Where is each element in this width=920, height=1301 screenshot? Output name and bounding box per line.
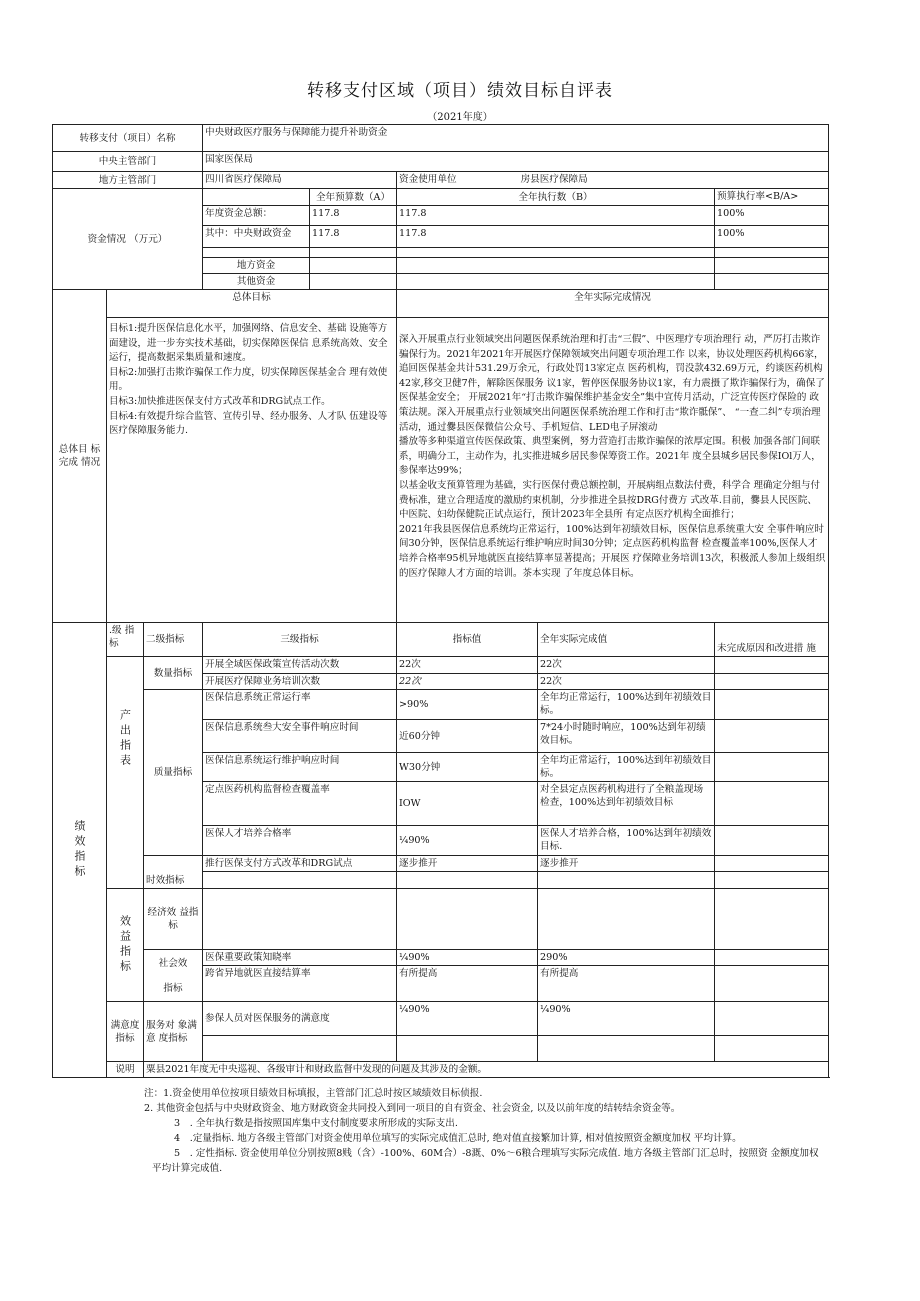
indicator-name: 医保信息系统运行维护响应时间 [203, 753, 397, 782]
footnotes [52, 1086, 828, 1176]
actual-paragraph: 播放等多种渠道宣传医保政策、典型案例，努力营造打击欺诈骗保的浓厚定围。积极 加强各部门间联系，明确分工，主动作为，扎实推进城乡居民参保筹资工作。2021年 度全县城乡居民参保IOl万人，参保率达99%； [399, 436, 821, 477]
indicator-target: ¼90% [397, 950, 538, 966]
indicator-actual: 医保人才培养合格，100%达到年初绩效目标. [538, 826, 715, 856]
local-dept-value: 四川省医疗保障局 [203, 172, 397, 189]
funds-central-rate: 100% [715, 226, 829, 248]
funds-central-executed: 117.8 [397, 226, 715, 248]
indicator-target: IOW [397, 782, 538, 826]
indicator-name: 定点医药机构监督检查覆盖率 [203, 782, 397, 826]
indicator-name: 参保人员对医保服务的满意度 [203, 1002, 397, 1036]
economic-label: 经济效 益指标 [144, 889, 203, 950]
indicator-name: 医保信息系统叁大安全事件响应时间 [203, 720, 397, 753]
overall-label: 总体目 标完成 情况 [53, 290, 107, 623]
funds-header-rate: 预算执行率<B/A> [715, 189, 829, 206]
indicator-name: 跨省异地就医直接结算率 [203, 966, 397, 1002]
central-dept-value: 国家医保局 [203, 152, 829, 172]
output-label: 产出指表 [118, 709, 132, 769]
social-label-cell [144, 950, 203, 1002]
local-dept-label: 地方主管部门 [53, 172, 203, 189]
indicator-actual: 全年均正常运行，100%达到年初绩效目标。 [538, 690, 715, 720]
service-label: 服务对 象满意 度指标 [144, 1002, 203, 1062]
funds-header-budget: 全年预算数（A） [310, 189, 397, 206]
timeliness-label: 时效指标 [144, 856, 203, 889]
indicator-actual: 22次 [538, 657, 715, 674]
perf-header-level1: .级 指标 [107, 623, 144, 657]
indicator-target: >90% [397, 690, 538, 720]
indicator-target: 22次 [397, 674, 538, 690]
benefit-label-cell [107, 889, 144, 1002]
indicator-actual: 7*24小时随时响应，100%达到年初绩效目标。 [538, 720, 715, 753]
goal-item: 目标3:加快推进医保支付方式改革和DRG试点工作。 [109, 395, 331, 407]
self-evaluation-table [52, 124, 829, 1078]
indicator-name: 推行医保支付方式改革和DRG试点 [203, 856, 397, 872]
indicator-target: 有所提高 [397, 966, 538, 1002]
indicator-actual: 逐步推开 [538, 856, 715, 872]
perf-header-level3: 三级指标 [203, 623, 397, 657]
indicator-target: 逐步推开 [397, 856, 538, 872]
indicator-target: 近60分钟 [397, 720, 538, 753]
funds-total-budget: 117.8 [310, 206, 397, 226]
fund-user-label: 资金使用单位 [399, 174, 457, 185]
project-name-value: 中央财政医疗服务与保障能力提升补助资金 [203, 125, 829, 152]
fund-user-cell [397, 172, 829, 189]
fund-user-value: 房县医疗保障局 [520, 174, 588, 185]
funds-other-label: 其他资金 [203, 274, 310, 290]
social-label-line2: 指标 [163, 982, 183, 994]
perf-header-reason: 未完成原因和改进措 施 [715, 623, 829, 657]
funds-total-executed: 117.8 [397, 206, 715, 226]
social-label-line1: 社会效 [158, 957, 188, 969]
page-title: 转移支付区域（项目）绩效目标自评表 [307, 81, 613, 101]
quality-label: 质量指标 [144, 690, 203, 856]
indicator-actual: 290% [538, 950, 715, 966]
overall-goals [107, 318, 397, 623]
goal-item: 目标1:提升医保信息化水平，加强网络、信息安全、基础 设施等方面建设，进一步夯实技术基础，切实保障医保信 息系统高效、安全运行，提高数据采集质量和速度。 [109, 323, 388, 364]
goal-item: 目标4:有效提升综合监管、宣传引导、经办服务、人才队 伍建设等医疗保障服务能力. [109, 410, 388, 437]
indicator-name: 医保信息系统正常运行率 [203, 690, 397, 720]
funds-header-executed: 全年执行数（B） [397, 189, 715, 206]
goal-item: 目标2:加强打击欺诈骗保工作力度，切实保障医保基金合 理有效使用。 [109, 366, 388, 393]
indicator-name: 医保重要政策知晓率 [203, 950, 397, 966]
project-name-label: 转移支付（项目）名称 [53, 125, 203, 152]
overall-goal-header: 总体目标 [107, 290, 397, 318]
indicator-name: 开展全域医保政策宣传活动次数 [203, 657, 397, 674]
note-3: 3 . 全年执行数是指按照国库集中支付制度要求所形成的实际支出. [174, 1118, 458, 1129]
indicator-actual: 22次 [538, 674, 715, 690]
note-5: 5 . 定性指标. 资金使用单位分别按照8贱（含）-100%、60M合）-8溉、0%～6粮合理填写实际完成值. 地方各级主管部门汇总时，按照资 金额度加权平均计算完成值. [152, 1148, 819, 1174]
note-4: 4 .定量指标. 地方各级主管部门对资金使用单位填写的实际完成值汇总时, 绝对值直接繁加计算, 相对值按照资金额度加权 平均计算。 [174, 1133, 742, 1144]
indicator-target: 22次 [397, 657, 538, 674]
overall-actual [397, 318, 829, 623]
perf-header-level2: 二级指标 [144, 623, 203, 657]
funds-central-budget: 117.8 [310, 226, 397, 248]
note-2: 2. 其他资金包括与中央财政资金、地方财政资金共同投入到同一项目的自有资金、社会资金, 以及以前年度的结转结余资金等。 [144, 1103, 681, 1114]
indicator-actual: 对全县定点医药机构进行了全粮盖现场检查，100%达到年初绩效目标 [538, 782, 715, 826]
overall-actual-header: 全年实际完成情况 [397, 290, 829, 318]
perf-header-value: 指标值 [397, 623, 538, 657]
funds-total-label: 年度资金总额： [203, 206, 310, 226]
satisfaction-label: 满意度指标 [107, 1002, 144, 1062]
quantity-label: 数量指标 [144, 657, 203, 690]
perf-label-cell [53, 623, 107, 1078]
funds-label: 资金情况 （万元） [53, 189, 203, 290]
remark-label: 说明 [107, 1062, 144, 1078]
output-label-cell [107, 657, 144, 889]
indicator-name: 医保人才培养合格率 [203, 826, 397, 856]
indicator-target: ¼90% [397, 1002, 538, 1036]
funds-central-label: 其中：中央财政资金 [203, 226, 310, 248]
indicator-name: 开展医疗保障业务培训次数 [203, 674, 397, 690]
remark-text: 粟县2021年度无中央巡视、各级审计和财政监督中发现的问题及其涉及的金额。 [144, 1062, 829, 1078]
benefit-label: 效益指标 [118, 915, 132, 975]
perf-header-actual: 全年实际完成值 [538, 623, 715, 657]
indicator-actual: 全年均正常运行，100%达到年初绩效目标。 [538, 753, 715, 782]
funds-local-label: 地方资金 [203, 258, 310, 274]
indicator-target: ¼90% [397, 826, 538, 856]
perf-label: 绩效指标 [73, 820, 86, 880]
indicator-target: W30分钟 [397, 753, 538, 782]
actual-paragraph: 2021年我县医保信息系统均正常运行，100%达到年初绩效目标，医保信息系统重大安 全事件响应时间30分钟，医保信息系统运行维护响应时间30分钟；定点医药机构监督 检查覆盖率100%,医保人才培养合格率95机异地就医直接结算率显著提高；开展医 疗保障业务培训13次，积极派人参加上级组织的医疗保障人才方面的培训。茶本实现 了年度总体目标。 [399, 523, 826, 579]
indicator-actual: 有所提高 [538, 966, 715, 1002]
note-1: 注：1.资金使用单位按项目绩效目标填报，主管部门汇总时按区域绩效目标侦报. [144, 1088, 483, 1099]
report-year: （2021年度） [427, 112, 493, 123]
actual-paragraph: 以基金收支预算管理为基础，实行医保付费总额控制，开展病组点数法付费，科学合 理确定分组与付费标准，建立合理适度的激励约束机制，分步推进全县按DRG付费方 式改革.目前，爨县人民医院、中医院、妇幼保健院正试点运行，预计2023年全县所 有定点医疗机构全面推行； [399, 479, 821, 521]
indicator-actual: ¼90% [538, 1002, 715, 1036]
central-dept-label: 中央主管部门 [53, 152, 203, 172]
actual-paragraph: 深入开展重点行业领域突出问题医保系统治理和打击“三假”、中医理疗专项治理行 动，严厉打击欺诈骗保行为。2021年2021年开展医疗保障领域突出问题专项治理工作 以来，协议处理医药机构66家，追回医保基金共计531.29万余元，行政处罚13家定点 医药机构，罚没款432.69万元，约谈医药机构42家,移交卫健7件，解除医保服务 议1家，暂停医保服务协议1家，有力震摄了欺诈骗保行为，确保了医保基金安全； 开展2021年“打击欺诈骗保维护基金安全”集中宣传月活动，广泛宣传医疗保险的 政策法规。深入开展重点行业领域突出问题医保系统治理工作和打击“欺诈骶保”、 “一查二纠”专项治理活动，通过爨县医保微信公众号、手机短信、LED电子屏滚动 [399, 334, 825, 433]
funds-total-rate: 100% [715, 206, 829, 226]
